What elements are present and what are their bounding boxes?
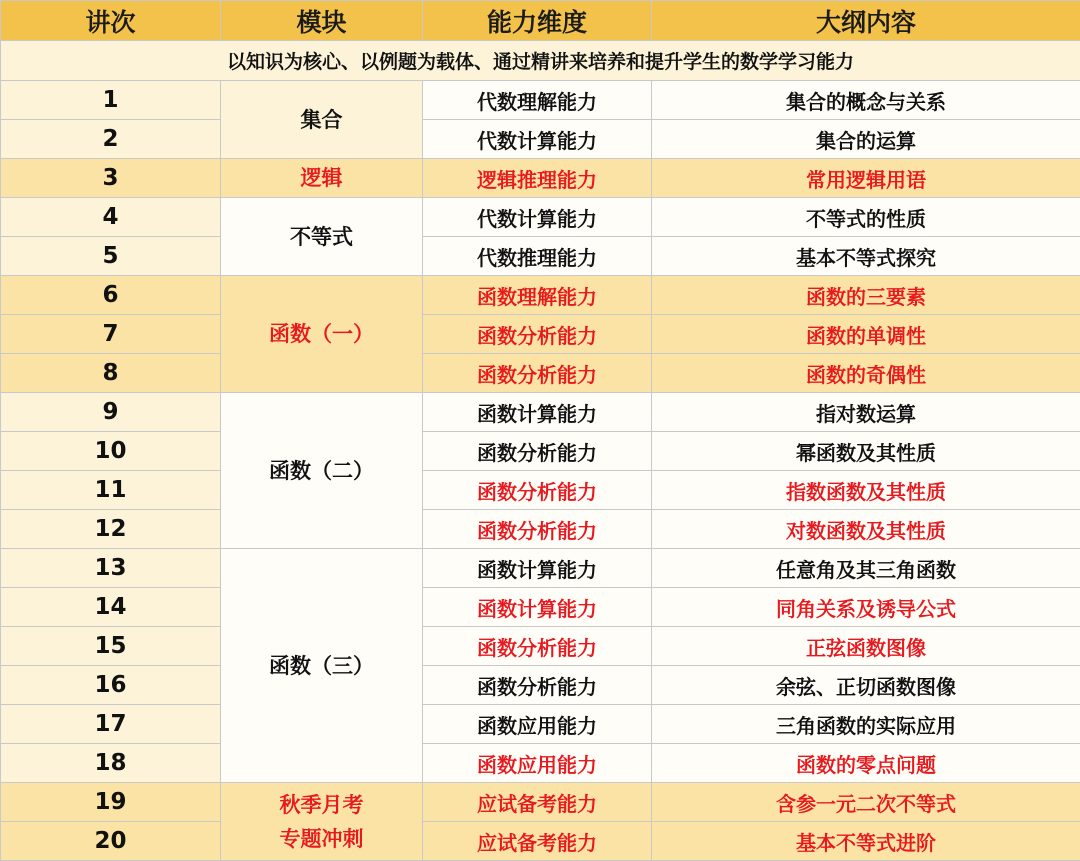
lecture-number: 7 (1, 315, 221, 354)
lecture-number: 18 (1, 744, 221, 783)
lecture-number: 3 (1, 159, 221, 198)
column-header-lecture: 讲次 (1, 1, 221, 41)
ability-dimension: 逻辑推理能力 (423, 159, 652, 198)
column-header-ability: 能力维度 (423, 1, 652, 41)
ability-dimension: 函数理解能力 (423, 276, 652, 315)
ability-dimension: 函数分析能力 (423, 354, 652, 393)
lecture-number: 2 (1, 120, 221, 159)
outline-content: 余弦、正切函数图像 (652, 666, 1080, 705)
module-name-line: 集合 (300, 107, 343, 132)
lecture-number: 12 (1, 510, 221, 549)
lecture-number: 14 (1, 588, 221, 627)
lecture-number: 13 (1, 549, 221, 588)
outline-content: 同角关系及诱导公式 (652, 588, 1080, 627)
lecture-number: 6 (1, 276, 221, 315)
lecture-number: 5 (1, 237, 221, 276)
ability-dimension: 函数分析能力 (423, 510, 652, 549)
module-name (221, 393, 423, 549)
module-name-line: 函数（一） (269, 322, 374, 346)
table-row (1, 276, 1080, 315)
outline-content: 正弦函数图像 (652, 627, 1080, 666)
table-row (1, 627, 1080, 666)
lecture-number: 8 (1, 354, 221, 393)
lecture-number: 19 (1, 783, 221, 822)
table-row (1, 393, 1080, 432)
lecture-number: 11 (1, 471, 221, 510)
outline-content: 含参一元二次不等式 (652, 783, 1080, 822)
ability-dimension: 应试备考能力 (423, 783, 652, 822)
outline-content: 集合的概念与关系 (652, 81, 1080, 120)
module-name (221, 198, 423, 276)
lecture-number: 10 (1, 432, 221, 471)
outline-content: 基本不等式探究 (652, 237, 1080, 276)
ability-dimension: 函数应用能力 (423, 705, 652, 744)
lecture-number: 16 (1, 666, 221, 705)
table-row (1, 198, 1080, 237)
table-row (1, 588, 1080, 627)
outline-content: 三角函数的实际应用 (652, 705, 1080, 744)
table-row (1, 744, 1080, 783)
table-row (1, 159, 1080, 198)
ability-dimension: 应试备考能力 (423, 822, 652, 861)
outline-content: 指数函数及其性质 (652, 471, 1080, 510)
table-row (1, 549, 1080, 588)
module-name (221, 276, 423, 393)
column-header-module: 模块 (221, 1, 423, 41)
ability-dimension: 代数计算能力 (423, 198, 652, 237)
column-header-outline: 大纲内容 (652, 1, 1080, 41)
ability-dimension: 函数分析能力 (423, 627, 652, 666)
module-name-line: 函数（二） (269, 458, 374, 483)
lecture-number: 20 (1, 822, 221, 861)
ability-dimension: 函数应用能力 (423, 744, 652, 783)
lecture-number: 1 (1, 81, 221, 120)
lecture-number: 17 (1, 705, 221, 744)
lecture-number: 9 (1, 393, 221, 432)
module-name-line: 逻辑 (300, 166, 343, 190)
module-name-line: 不等式 (290, 224, 353, 249)
table-body (1, 41, 1080, 861)
table-row (1, 705, 1080, 744)
ability-dimension: 函数计算能力 (423, 549, 652, 588)
table-row (1, 471, 1080, 510)
outline-content: 任意角及其三角函数 (652, 549, 1080, 588)
module-name (221, 783, 423, 861)
module-name (221, 159, 423, 198)
ability-dimension: 代数推理能力 (423, 237, 652, 276)
module-name-line: 秋季月考 (279, 792, 364, 817)
table-row (1, 783, 1080, 822)
outline-content: 函数的单调性 (652, 315, 1080, 354)
outline-content: 常用逻辑用语 (652, 159, 1080, 198)
subtitle-row (1, 41, 1080, 81)
module-name (221, 549, 423, 783)
table-row (1, 237, 1080, 276)
ability-dimension: 函数计算能力 (423, 393, 652, 432)
outline-content: 指对数运算 (652, 393, 1080, 432)
outline-content: 幂函数及其性质 (652, 432, 1080, 471)
outline-content: 函数的三要素 (652, 276, 1080, 315)
outline-content: 对数函数及其性质 (652, 510, 1080, 549)
course-subtitle: 以知识为核心、以例题为载体、通过精讲来培养和提升学生的数学学习能力 (1, 41, 1080, 81)
outline-content: 集合的运算 (652, 120, 1080, 159)
outline-content: 函数的零点问题 (652, 744, 1080, 783)
table-row (1, 666, 1080, 705)
ability-dimension: 函数分析能力 (423, 432, 652, 471)
outline-content: 函数的奇偶性 (652, 354, 1080, 393)
ability-dimension: 函数分析能力 (423, 471, 652, 510)
ability-dimension: 代数理解能力 (423, 81, 652, 120)
header-row (1, 1, 1080, 41)
ability-dimension: 函数分析能力 (423, 315, 652, 354)
lecture-number: 15 (1, 627, 221, 666)
ability-dimension: 代数计算能力 (423, 120, 652, 159)
module-name (221, 81, 423, 159)
table-row (1, 120, 1080, 159)
ability-dimension: 函数分析能力 (423, 666, 652, 705)
table-row (1, 432, 1080, 471)
module-name-line: 函数（三） (269, 653, 374, 678)
outline-content: 基本不等式进阶 (652, 822, 1080, 861)
ability-dimension: 函数计算能力 (423, 588, 652, 627)
lecture-number: 4 (1, 198, 221, 237)
module-name-line: 专题冲刺 (279, 826, 364, 851)
outline-content: 不等式的性质 (652, 198, 1080, 237)
table-row (1, 510, 1080, 549)
table-row (1, 822, 1080, 861)
table-row (1, 81, 1080, 120)
table-row (1, 315, 1080, 354)
table-row (1, 354, 1080, 393)
